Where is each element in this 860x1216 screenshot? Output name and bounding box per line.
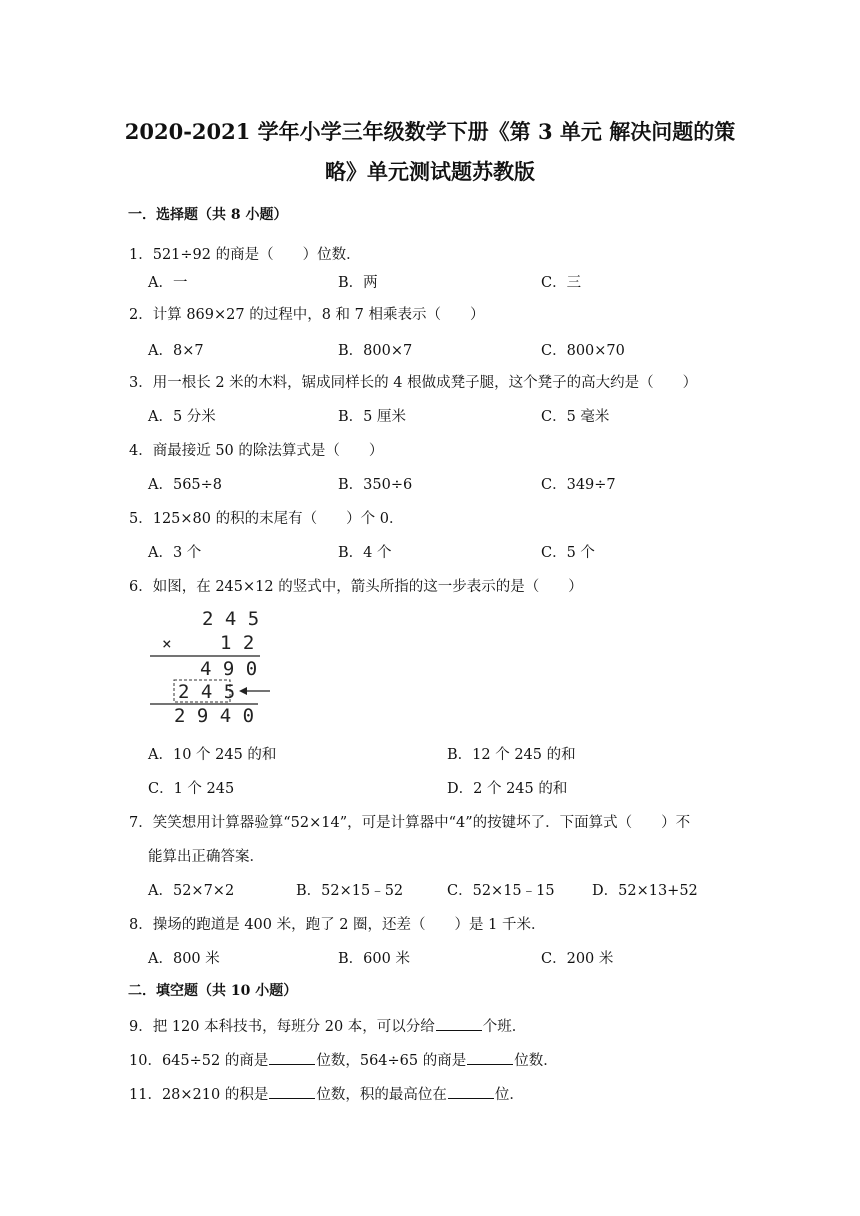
- question-11-text-b: 位数，积的最高位在: [316, 1087, 447, 1103]
- section-heading-fill: 二．填空题（共 10 小题）: [128, 983, 298, 999]
- option-8a: A．800 米: [148, 951, 220, 967]
- question-10: [129, 1049, 558, 1070]
- option-3c: C．5 毫米: [541, 409, 610, 425]
- question-8: 8．操场的跑道是 400 米，跑了 2 圈，还差（ ）是 1 千米．: [129, 917, 546, 933]
- figure-row-product: 2 9 4 0: [174, 705, 255, 726]
- option-1b: B．两: [338, 275, 378, 291]
- section-heading-choice: 一．选择题（共 8 小题）: [128, 207, 288, 223]
- answer-blank: [467, 1049, 513, 1065]
- option-3a: A．5 分米: [148, 409, 216, 425]
- answer-blank: [436, 1015, 482, 1031]
- question-10-text-c: 位数．: [514, 1053, 558, 1069]
- arrow-icon: [239, 687, 270, 695]
- option-8b: B．600 米: [338, 951, 410, 967]
- answer-blank: [269, 1049, 315, 1065]
- question-7-line-1: 7．笑笑想用计算器验算“52×14”，可是计算器中“4”的按键坏了．下面算式（ ）不: [129, 815, 691, 831]
- option-6b: B．12 个 245 的和: [447, 747, 576, 763]
- question-9: [129, 1015, 526, 1036]
- question-5: 5．125×80 的积的末尾有（ ）个 0．: [129, 511, 404, 527]
- answer-blank: [269, 1083, 315, 1099]
- answer-blank: [448, 1083, 494, 1099]
- figure-row-partial-1: 4 9 0: [200, 658, 258, 680]
- vertical-multiplication-figure: [146, 604, 272, 726]
- option-4a: A．565÷8: [148, 477, 223, 493]
- question-3: 3．用一根长 2 米的木料，锯成同样长的 4 根做成凳子腿，这个凳子的高大约是（ ）: [129, 375, 698, 391]
- document-title-line-1: 2020-2021 学年小学三年级数学下册《第 3 单元 解决问题的策: [124, 119, 736, 144]
- option-7c: C．52×15﹣15: [447, 883, 555, 899]
- option-2c: C．800×70: [541, 343, 625, 359]
- question-11-text-c: 位．: [494, 1087, 524, 1103]
- figure-row-multiplier: 1 2: [220, 632, 255, 654]
- question-10-text-a: 10．645÷52 的商是: [129, 1053, 269, 1069]
- option-4c: C．349÷7: [541, 477, 616, 493]
- option-6d: D．2 个 245 的和: [447, 781, 568, 797]
- option-5a: A．3 个: [148, 545, 202, 561]
- question-11-text-a: 11．28×210 的积是: [129, 1087, 269, 1103]
- option-7d: D．52×13+52: [592, 883, 698, 899]
- question-10-text-b: 位数，564÷65 的商是: [316, 1053, 467, 1069]
- figure-row-multiplicand: 2 4 5: [202, 608, 260, 630]
- question-9-text-a: 9．把 120 本科技书，每班分 20 本，可以分给: [129, 1019, 435, 1035]
- option-1c: C．三: [541, 275, 582, 291]
- option-8c: C．200 米: [541, 951, 614, 967]
- option-7b: B．52×15﹣52: [296, 883, 404, 899]
- option-3b: B．5 厘米: [338, 409, 406, 425]
- question-9-text-b: 个班．: [482, 1019, 527, 1035]
- question-1: 1．521÷92 的商是（ ）位数．: [129, 247, 361, 263]
- option-6c: C．1 个 245: [148, 781, 235, 797]
- option-5c: C．5 个: [541, 545, 595, 561]
- figure-multiply-sign: ×: [162, 634, 172, 653]
- document-title-line-2: 略》单元测试题苏教版: [325, 159, 535, 184]
- option-6a: A．10 个 245 的和: [148, 747, 277, 763]
- figure-row-partial-2: 2 4 5: [178, 681, 236, 703]
- option-2a: A．8×7: [148, 343, 204, 359]
- question-2: 2．计算 869×27 的过程中，8 和 7 相乘表示（ ）: [129, 307, 485, 323]
- question-6: 6．如图，在 245×12 的竖式中，箭头所指的这一步表示的是（ ）: [129, 579, 583, 595]
- option-4b: B．350÷6: [338, 477, 413, 493]
- option-7a: A．52×7×2: [148, 883, 235, 899]
- option-1a: A．一: [148, 275, 188, 291]
- option-2b: B．800×7: [338, 343, 413, 359]
- option-5b: B．4 个: [338, 545, 392, 561]
- question-7-line-2: 能算出正确答案．: [148, 849, 264, 865]
- question-4: 4．商最接近 50 的除法算式是（ ）: [129, 443, 384, 459]
- question-11: [129, 1083, 524, 1104]
